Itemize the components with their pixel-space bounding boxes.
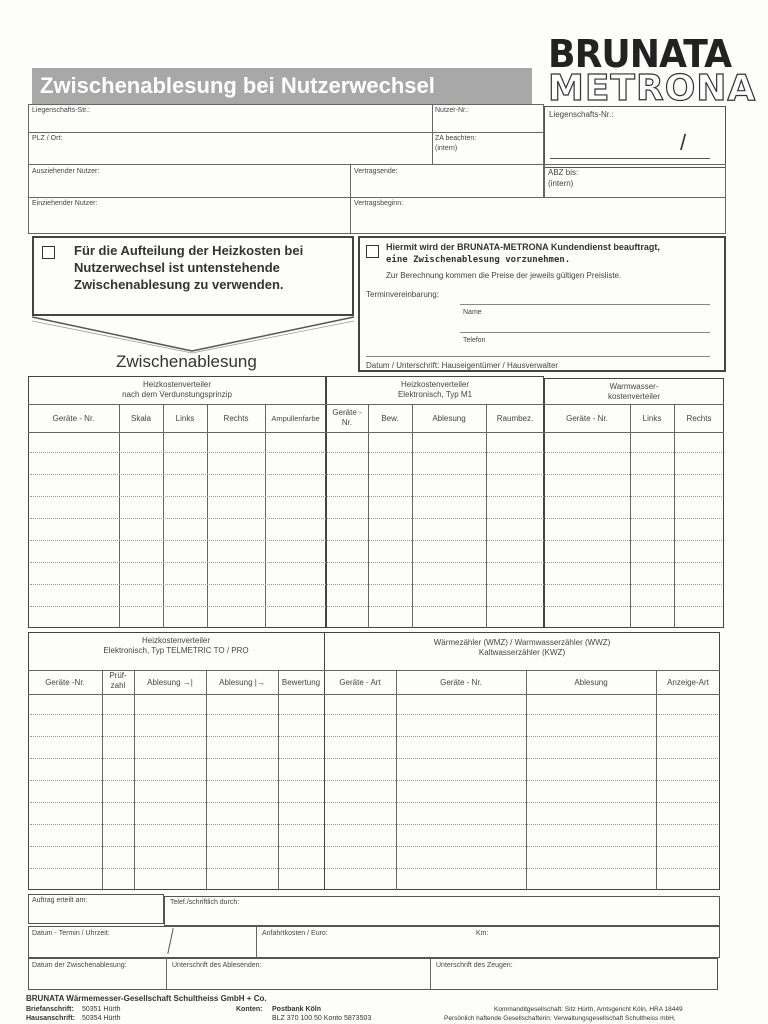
table1-entry-row[interactable] (30, 562, 722, 564)
table1-entry-row[interactable] (30, 606, 722, 608)
unterschrift-ablesenden-field[interactable]: Unterschrift des Ablesenden: (172, 962, 262, 969)
table1-entry-row[interactable] (30, 496, 722, 498)
col-ampullenfarbe: Ampullenfarbe (271, 414, 320, 423)
page-title: Zwischenablesung bei Nutzerwechsel (32, 68, 532, 104)
col-anzeige-art: Anzeige-Art (667, 678, 709, 687)
za-intern-label: (intern) (435, 145, 458, 152)
col-bew: Bew. (381, 414, 399, 423)
col-m1-geraete-nr: Geräte - Nr. (332, 408, 362, 427)
km-field[interactable]: Km: (476, 930, 489, 937)
table1-entry-row[interactable] (30, 518, 722, 520)
table2-entry-row[interactable] (30, 736, 718, 738)
plz-ort-field[interactable]: PLZ / Ort: (32, 135, 63, 142)
auftrag-label: Auftrag erteilt am: (32, 897, 88, 904)
table1-entry-row[interactable] (30, 584, 722, 586)
col-geraete-nr: Geräte - Nr. (52, 414, 95, 423)
name-field[interactable]: Name (463, 309, 482, 316)
table2-entry-row[interactable] (30, 780, 718, 782)
brand-logo-brunata: BRUNATA (548, 32, 732, 76)
col-geraete-art: Geräte - Art (339, 678, 381, 687)
col-rechts: Rechts (223, 414, 249, 423)
option-left-line3: Zwischenablesung zu verwenden. (74, 277, 284, 292)
col-wmz-geraete-nr: Geräte - Nr. (440, 678, 482, 687)
ausziehender-nutzer-field[interactable]: Ausziehender Nutzer: (32, 168, 100, 175)
col-ww-links: Links (642, 414, 662, 423)
option-left-text (74, 242, 303, 293)
vertragsende-field[interactable]: Vertragsende: (354, 168, 398, 175)
table1-entry-row[interactable] (30, 452, 722, 454)
liegenschafts-nr-label: Liegenschafts-Nr.: (549, 110, 614, 119)
col-ablesung-b: Ablesung |→ (219, 678, 265, 687)
table1-group2-title: Heizkostenverteiler Elektronisch, Typ M1 (397, 380, 473, 399)
za-beachten-field[interactable]: ZA beachten: (435, 135, 477, 142)
col-links: Links (175, 414, 195, 423)
abz-intern-label: (intern) (548, 179, 574, 188)
col-ww-rechts: Rechts (686, 414, 712, 423)
telef-field[interactable] (164, 896, 720, 926)
datum-unterschrift-field[interactable]: Datum / Unterschrift: Hauseigentümer / Hausverwalter (366, 361, 559, 370)
option-left-line2: Nutzerwechsel ist untenstehende (74, 260, 280, 275)
col-raumbez: Raumbez. (496, 414, 534, 423)
footer-konten-value: Postbank Köln (272, 1006, 322, 1013)
footer-haus-label: Hausanschrift: (26, 1015, 76, 1022)
table1-group3-title: Warmwasser- kostenverteiler (607, 382, 661, 401)
footer-brief-label: Briefanschrift: (26, 1006, 74, 1013)
table2-entry-row[interactable] (30, 868, 718, 870)
footer-ph: Persönlich haftende Gesellschafterin: Verwaltungsgesellschaft Schultheiss mbH, (444, 1015, 676, 1022)
nutzer-nr-field[interactable]: Nutzer-Nr.: (435, 107, 469, 114)
vertragsbeginn-field[interactable]: Vertragsbeginn: (354, 200, 404, 207)
footer-company: BRUNATA Wärmemesser-Gesellschaft Schultheiss GmbH + Co. (26, 994, 267, 1003)
option-right-line2: eine Zwischenablesung vorzunehmen. (386, 255, 571, 265)
table1-entry-row[interactable] (30, 474, 722, 476)
telefon-field[interactable]: Telefon (463, 337, 486, 344)
liegenschafts-str-field[interactable]: Liegenschafts-Str.: (32, 107, 90, 114)
col-wmz-ablesung: Ablesung (574, 678, 608, 687)
table2-group1-title: Heizkostenverteiler Elektronisch, Typ TELMETRIC TO / PRO (103, 636, 249, 655)
col-m1-ablesung: Ablesung (432, 414, 466, 423)
arrow-down-graphic (32, 315, 354, 355)
signature-row (28, 958, 718, 990)
table2-entry-row[interactable] (30, 802, 718, 804)
table2-entry-row[interactable] (30, 714, 718, 716)
col-pruefzahl: Prüf- zahl (109, 671, 127, 690)
table2-entry-row[interactable] (30, 758, 718, 760)
einziehender-nutzer-field[interactable]: Einziehender Nutzer: (32, 200, 98, 207)
anfahrtkosten-field[interactable]: Anfahrtkosten / Euro: (262, 930, 328, 937)
option-left-line1: Für die Aufteilung der Heizkosten bei (74, 243, 304, 258)
table2-entry-row[interactable] (30, 824, 718, 826)
footer-kg: Kommanditgesellschaft: Sitz Hürth, Amtsgericht Köln, HRA 18449 (494, 1006, 683, 1013)
abz-bis-field[interactable]: ABZ bis: (548, 168, 579, 177)
footer-haus-value: 50354 Hürth (82, 1015, 121, 1022)
option-left-checkbox[interactable] (42, 246, 55, 259)
footer-brief-value: 50351 Hürth (82, 1006, 121, 1013)
option-right-line1: Hiermit wird der BRUNATA-METRONA Kundendienst beauftragt, (386, 242, 660, 252)
termin-label: Terminvereinbarung: (366, 290, 439, 299)
col-ablesung-a: Ablesung →| (147, 678, 193, 687)
table2-entry-row[interactable] (30, 846, 718, 848)
col-skala: Skala (130, 414, 151, 423)
datum-zwischenablesung-field[interactable]: Datum der Zwischenablesung: (32, 962, 127, 969)
option-right-line3: Zur Berechnung kommen die Preise der jeweils gültigen Preisliste. (386, 271, 622, 280)
datum-termin-row (28, 926, 720, 958)
col-ww-geraete-nr: Geräte - Nr. (566, 414, 608, 423)
datum-termin-field[interactable]: Datum - Termin / Uhrzeit: (32, 930, 110, 937)
footer-konten-label: Konten: (236, 1006, 263, 1013)
table2-group2-title: Wärmezähler (WMZ) / Warmwasserzähler (WWZ) Kaltwasserzähler (KWZ) (433, 638, 611, 657)
liegenschafts-nr-slash: / (680, 130, 687, 155)
brand-logo-metrona: METRONA (548, 68, 757, 109)
footer-blz: BLZ 370 100 50 Konto 5873503 (272, 1015, 372, 1022)
table1-entry-row[interactable] (30, 540, 722, 542)
option-right-checkbox[interactable] (366, 245, 379, 258)
section-label: Zwischenablesung (116, 352, 257, 371)
telef-label: Telef./schriftlich durch: (170, 899, 240, 906)
col-bewertung: Bewertung (281, 678, 321, 687)
table1-group1-title: Heizkostenverteiler nach dem Verdunstungsprinzip (122, 380, 232, 399)
unterschrift-zeugen-field[interactable]: Unterschrift des Zeugen: (436, 962, 513, 969)
col-t2-geraete-nr: Geräte -Nr. (45, 678, 85, 687)
